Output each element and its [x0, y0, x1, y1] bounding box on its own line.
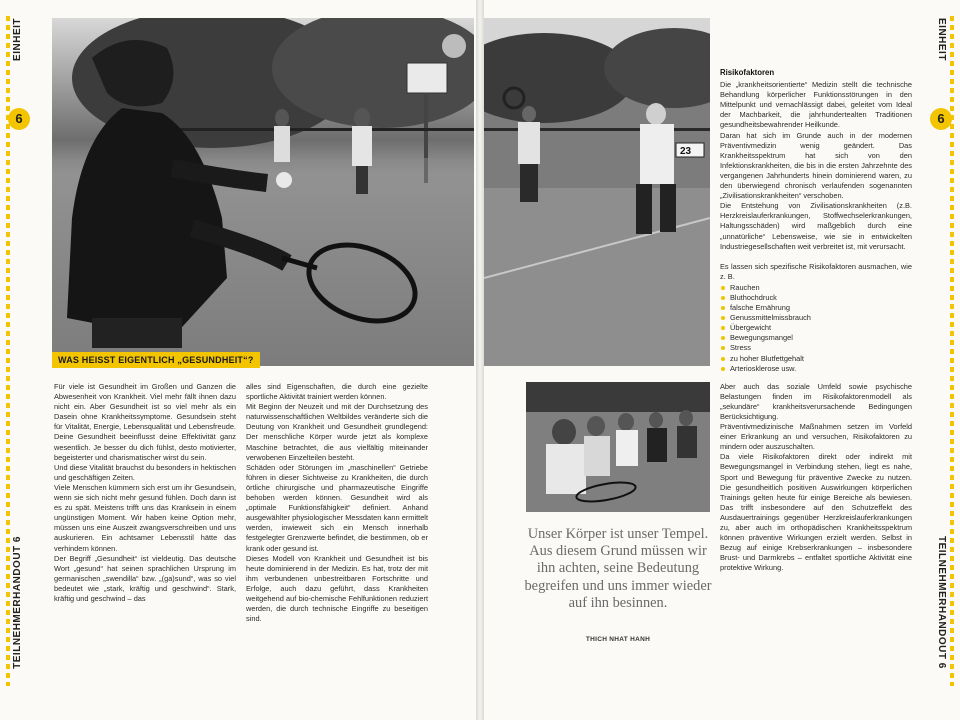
paragraph: Mit Beginn der Neuzeit und mit der Durchsetzung des naturwissenschaftlichen Weltbildes veränderte sich die Deutung von Krankheit und Gesundheit grundlegend: Der menschliche Körper wurde jetzt als komplexe Maschine betrachtet, die aus vielfältig miteinander verwobenen Einzelteilen besteht.	[246, 402, 428, 462]
right-side-tab	[928, 16, 954, 686]
body-column-1	[54, 382, 236, 604]
paragraph: Die „krankheitsorientierte“ Medizin stellt die technische Behandlung körperlicher Funktionsstörungen in den Mittelpunkt und vernachlässigt dabei, geleitet vom Ideal der Machbarkeit, die jahrhundertealten Traditionen gesundheitsbewahrender Heilkunde.	[720, 80, 912, 130]
subheading: Risikofaktoren	[720, 68, 775, 77]
quote-author: THICH NHAT HANH	[585, 636, 651, 643]
paragraph: Daran hat sich im Grunde auch in der modernen Präventivmedizin wenig geändert. Das Krankheitsspektrum hat sich von den Infektionskrankheiten, die bis in die ersten Jahrzehnte des vergangenen Jahrhunderts hinein dominierend waren, zu den überwiegend chronisch verlaufenden sogenannten „Zivilisationskrankheiten“ verschoben.	[720, 130, 912, 201]
section-label: EINHEIT	[12, 18, 23, 61]
list-item: Bluthochdruck	[720, 293, 912, 303]
group-training-photo	[526, 382, 710, 512]
risk-factor-list	[720, 283, 912, 374]
body-column-3	[720, 68, 912, 574]
paragraph: Schäden oder Störungen im „maschinellen“ Getriebe führen in dieser Sichtweise zu Krankheiten, die durch örtliche chirurgische und pharmazeutische Eingriffe behoben werden können. Gesundheit wird als „optimale Funktionsfähigkeit“ definiert. Anhand ausgewählter physiologischer Messdaten kann ermittelt werden, inwieweit sich ein Mensch innerhalb festgelegter Grenzwerte befindet, die bestimmen, ob er krank oder gesund ist.	[246, 462, 428, 553]
section-heading: WAS HEISST EIGENTLICH „GESUNDHEIT“?	[52, 352, 260, 368]
handout-label: TEILNEHMERHANDOUT 6	[936, 536, 947, 669]
paragraph: Für viele ist Gesundheit im Großen und Ganzen die Abwesenheit von Krankheit. Viel mehr fällt ihnen dazu nicht ein. Aber Gesundheit ist so viel mehr als ein Dasein ohne Krankheitssymptome. Gesundsein steht für Vitalität, Energie, Lebensqualität und Lebensfreude. Deine Gesundheit beeinflusst deine Effektivität ganz wesentlich. Je besser du dich fühlst, desto motivierter, begeisterter und charismatischer wirst du sein.	[54, 382, 236, 462]
paragraph: alles sind Eigenschaften, die durch eine gezielte sportliche Aktivität trainiert werden können.	[246, 382, 428, 402]
list-item: Bewegungsmangel	[720, 333, 912, 343]
paragraph: Da viele Risikofaktoren direkt oder indirekt mit Bewegungsmangel in Verbindung stehen, liegt es nahe, Sport und Bewegung für präventive Zwecke zu nutzen. Die gesundheitlich positiven Auswirkungen körperlichen Trainings gelten heute für einige Bereiche als bewiesen. Das trifft insbesondere auf den Schutzeffekt des Ausdauertrainings gegenüber Herzkreislauferkrankungen zu, aber auch im orthopädischen Krankheitsspektrum können präventive Wirkungen erzielt werden. Selbst in Bezug auf einige Krebserkrankungen – insbesondere Brust- und Darmkrebs – entfaltet sportliche Aktivität eine protektive Wirkung.	[720, 452, 912, 573]
page-gutter	[476, 0, 484, 720]
court-number: 23	[680, 146, 692, 157]
left-side-tab	[6, 16, 32, 686]
pull-quote: Unser Körper ist unser Tempel. Aus diesem Grund müssen wir ihn achten, seine Bedeutung begreifen und uns immer wieder auf ihn besinnen.	[524, 526, 712, 611]
list-item: zu hoher Blutfettgehalt	[720, 354, 912, 364]
paragraph: Aber auch das soziale Umfeld sowie psychische Belastungen finden im Risikofaktorenmodell als „sekundäre“ krankheitsverursachende Bedingungen Berücksichtigung.	[720, 381, 912, 421]
paragraph: Es lassen sich spezifische Risikofaktoren ausmachen, wie z. B.	[720, 261, 912, 281]
list-item: Stress	[720, 343, 912, 353]
unit-number-badge: 6	[930, 108, 952, 130]
paragraph: Dieses Modell von Krankheit und Gesundheit ist bis heute dominierend in der Medizin. Es hat, trotz der mit ihm verbundenen unbestreitbaren Fortschritte und Erfolge, auch dazu geführt, dass Krankheiten weitgehend auf bio-chemische Fehlfunktionen reduziert werden, die durch technische Eingriffe zu beseitigen sind.	[246, 553, 428, 624]
list-item: falsche Ernährung	[720, 303, 912, 313]
paragraph: Viele Menschen kümmern sich erst um ihr Gesundsein, wenn sie sich nicht mehr gesund fühlen. Doch dann ist es zu spät. Meistens trifft uns das Kranksein in einem ungünstigen Moment. Wir haben keine Option mehr, müssen uns eine Auszeit zwangsverschreiben und uns auskurieren. Ein achtsamer Lebensstil hätte das verhindern können.	[54, 482, 236, 553]
paragraph: Und diese Vitalität brauchst du besonders in hektischen und geschäftigen Zeiten.	[54, 462, 236, 482]
section-label: EINHEIT	[936, 18, 947, 61]
paragraph: Präventivmedizinische Maßnahmen setzen im Vorfeld einer Erkrankung an und versuchen, Risikofaktoren zu mindern oder auszuschalten.	[720, 422, 912, 452]
list-item: Rauchen	[720, 283, 912, 293]
handout-label: TEILNEHMERHANDOUT 6	[12, 536, 23, 669]
body-column-2	[246, 382, 428, 624]
paragraph: Die Entstehung von Zivilisationskrankheiten (z.B. Herzkreislauferkrankungen, Stoffwechselerkrankungen, Haltungsschäden) wird maßgeblich durch eine „unnatürliche“ Lebensweise, wie sie in entwickelten Industriegesellschaften weit verbreitet ist, mit verursacht.	[720, 201, 912, 251]
paragraph: Der Begriff „Gesundheit“ ist vieldeutig. Das deutsche Wort „gesund“ hat seinen sprachlichen Ursprung im germanischen „swendilla“ bzw. „(ga)sund“, was so viel bedeutet wie „stark, kräftig und geschwind“. Stark, kräftig und geschwind – das	[54, 553, 236, 603]
tennis-seniors-photo	[484, 18, 710, 366]
list-item: Übergewicht	[720, 323, 912, 333]
tennis-coach-photo	[52, 18, 474, 366]
list-item: Arteriosklerose usw.	[720, 364, 912, 374]
unit-number-badge: 6	[8, 108, 30, 130]
list-item: Genussmittelmissbrauch	[720, 313, 912, 323]
